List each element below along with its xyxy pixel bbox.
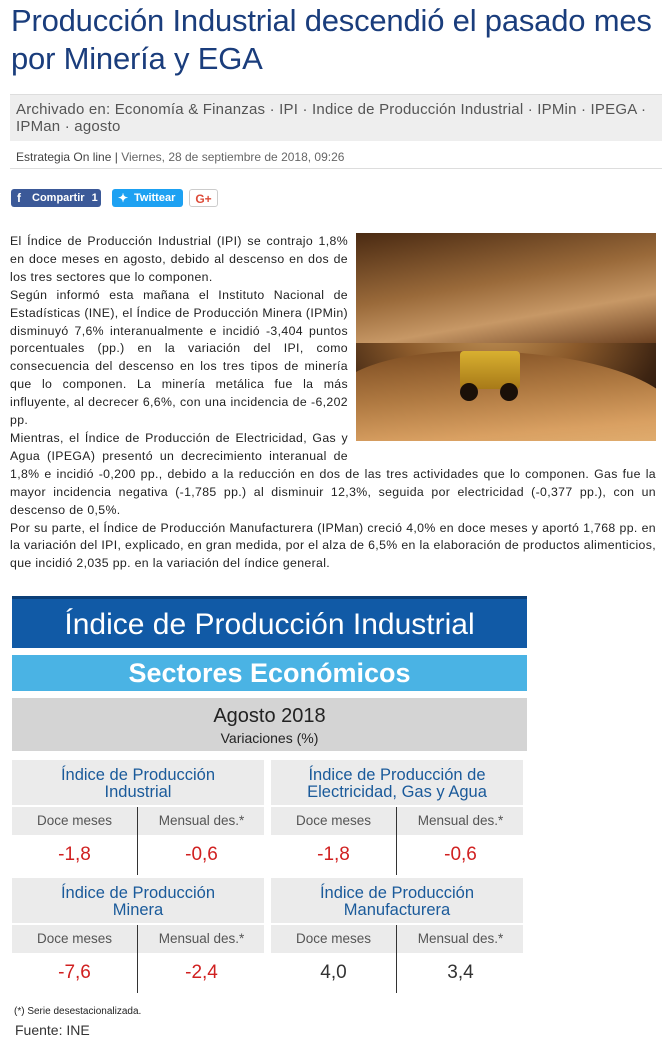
col-mensual: Mensual des.* xyxy=(417,813,504,828)
mining-truck-photo xyxy=(356,233,656,441)
infographic-variations: Variaciones (%) xyxy=(220,730,319,746)
value-doce-meses: -1,8 xyxy=(58,844,91,865)
byline-source: Estrategia On line xyxy=(16,150,112,164)
card-values xyxy=(12,835,264,873)
card-title xyxy=(271,878,523,923)
value-mensual: 3,4 xyxy=(447,962,474,983)
column-divider xyxy=(396,925,397,993)
col-mensual: Mensual des.* xyxy=(158,813,245,828)
article-paragraph: Mientras, el Índice de Producción de Electricidad, Gas y Agua (IPEGA) presentó un decrecimiento interanual de 1,8% e incidió -0,200 pp., debido a la reducción en dos de las tres actividades que lo componen. Gas fue la mayor incidencia negativa (-1,785 pp.) al disminuir 12,3%, seguida por electricidad (-0,377 pp.), con un descenso de 0,5%. xyxy=(10,430,656,517)
col-doce-meses: Doce meses xyxy=(295,813,372,828)
card-title xyxy=(12,760,264,805)
twitter-share-button[interactable] xyxy=(112,189,183,207)
article-paragraph: El Índice de Producción Industrial (IPI) se contrajo 1,8% en doce meses en agosto, debido al descenso en dos de los tres sectores que lo componen. xyxy=(10,234,348,284)
card-electricidad xyxy=(271,760,523,873)
card-columns xyxy=(271,807,523,835)
twitter-share-label: Twittear xyxy=(134,192,176,204)
card-title-line2: Industrial xyxy=(104,783,172,801)
value-doce-meses: 4,0 xyxy=(320,962,347,983)
facebook-icon: f xyxy=(17,191,21,205)
col-mensual: Mensual des.* xyxy=(158,931,245,946)
card-minera xyxy=(12,878,264,991)
byline xyxy=(10,141,662,169)
article-headline: Producción Industrial descendió el pasado mes por Minería y EGA xyxy=(11,3,652,76)
twitter-icon: ✦ xyxy=(118,191,129,205)
article-paragraph: Por su parte, el Índice de Producción Manufacturera (IPMan) creció 4,0% en doce meses y aportó 1,768 pp. en la variación del IPI, explicado, en gran medida, por el alza de 6,5% en la elaboración de productos alimenticios, que incidió 2,035 pp. en la variación del índice general. xyxy=(10,520,656,571)
byline-text: Estrategia On line | Viernes, 28 de septiembre de 2018, 09:26 xyxy=(16,150,345,164)
infographic-footnote: (*) Serie desestacionalizada. xyxy=(14,1006,142,1017)
col-doce-meses: Doce meses xyxy=(36,931,113,946)
facebook-share-label: Compartir xyxy=(32,192,85,204)
card-title xyxy=(12,878,264,923)
column-divider xyxy=(137,807,138,875)
value-doce-meses: -1,8 xyxy=(317,844,350,865)
col-doce-meses: Doce meses xyxy=(36,813,113,828)
infographic-month: Agosto 2018 xyxy=(213,705,326,727)
article-body xyxy=(10,233,656,573)
infographic-source: Fuente: INE xyxy=(15,1022,90,1038)
card-values xyxy=(12,953,264,991)
card-manufacturera xyxy=(271,878,523,991)
gplus-share-button[interactable] xyxy=(189,189,218,207)
card-columns xyxy=(12,807,264,835)
card-values xyxy=(271,835,523,873)
facebook-share-button[interactable] xyxy=(11,189,101,207)
card-industrial xyxy=(12,760,264,873)
card-title-line1: Índice de Producción xyxy=(60,884,216,902)
infographic-title: Índice de Producción Industrial xyxy=(12,596,527,648)
card-title-line1: Índice de Producción de xyxy=(308,766,486,784)
infographic-subtitle: Sectores Económicos xyxy=(12,655,527,691)
archive-tags-text[interactable]: Archivado en: Economía & Finanzas · IPI · Indice de Producción Industrial · IPMin · IPEGA · IPMan · agosto xyxy=(16,101,647,135)
article-paragraph: Según informó esta mañana el Instituto Nacional de Estadísticas (INE), el Índice de Producción Minera (IPMin) disminuyó 7,6% interanualmente e incidió -3,404 puntos porcentuales (pp.) en la variación del IPI, como consecuencia del descenso en los tres tipos de minería que lo componen. La minería metálica fue la más influyente, al decrecer 6,6%, con una incidencia de -6,202 pp. xyxy=(10,287,348,428)
infographic-period xyxy=(12,698,527,751)
value-mensual: -0,6 xyxy=(444,844,477,865)
value-mensual: -2,4 xyxy=(185,962,218,983)
facebook-share-count: 1 xyxy=(91,192,98,204)
value-doce-meses: -7,6 xyxy=(58,962,91,983)
byline-date: Viernes, 28 de septiembre de 2018, 09:26 xyxy=(121,150,345,164)
archive-tags xyxy=(10,94,662,141)
value-mensual: -0,6 xyxy=(185,844,218,865)
col-doce-meses: Doce meses xyxy=(295,931,372,946)
col-mensual: Mensual des.* xyxy=(417,931,504,946)
card-columns xyxy=(271,925,523,953)
card-title xyxy=(271,760,523,805)
card-values xyxy=(271,953,523,991)
gplus-icon: G+ xyxy=(195,192,212,206)
card-title-line2: Electricidad, Gas y Agua xyxy=(307,783,487,801)
column-divider xyxy=(137,925,138,993)
card-columns xyxy=(12,925,264,953)
card-title-line1: Índice de Producción xyxy=(319,884,475,902)
card-title-line2: Minera xyxy=(112,901,164,919)
card-title-line2: Manufacturera xyxy=(343,901,451,919)
column-divider xyxy=(396,807,397,875)
card-title-line1: Índice de Producción xyxy=(60,766,216,784)
